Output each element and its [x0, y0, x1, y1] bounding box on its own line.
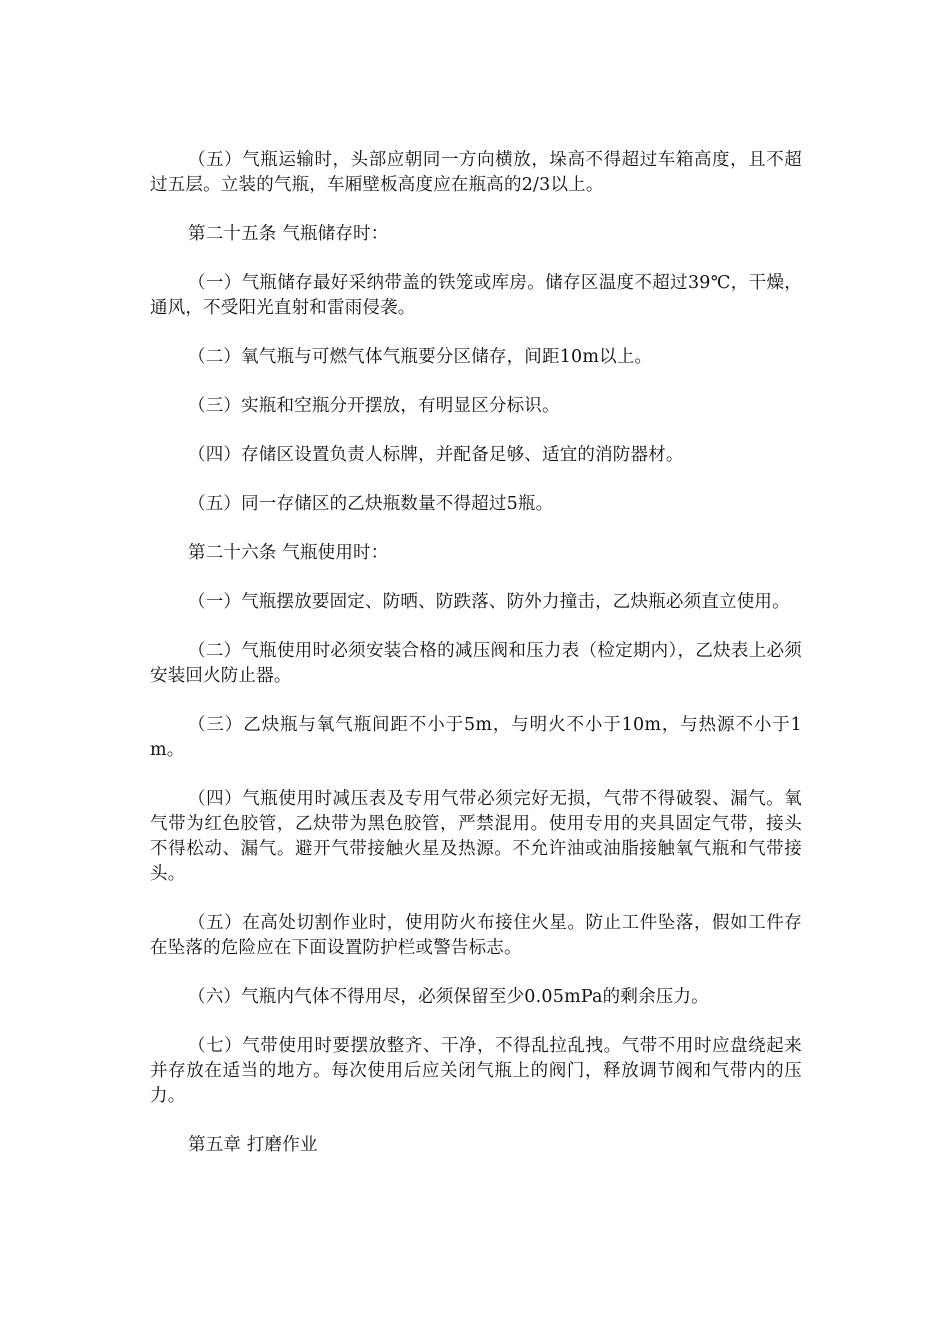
paragraph-transport-5: （五）气瓶运输时，头部应朝同一方向横放，垛高不得超过车箱高度，且不超过五层。立装的气瓶，车厢壁板高度应在瓶高的2/3以上。	[150, 150, 802, 195]
chapter-5-heading: 第五章 打磨作业	[188, 1135, 318, 1155]
document-page	[150, 148, 802, 1182]
article-25-heading: 第二十五条 气瓶储存时：	[188, 224, 389, 244]
paragraph-use-3: （三）乙炔瓶与氧气瓶间距不小于5m，与明火不小于10m，与热源不小于1m。	[150, 715, 802, 760]
article-26-heading: 第二十六条 气瓶使用时：	[188, 543, 389, 563]
paragraph-storage-1: （一）气瓶储存最好采纳带盖的铁笼或库房。储存区温度不超过39℃，干燥，通风，不受阳光直射和雷雨侵袭。	[150, 273, 802, 318]
paragraph-use-5: （五）在高处切割作业时，使用防火布接住火星。防止工件坠落，假如工件存在坠落的危险应在下面设置防护栏或警告标志。	[150, 913, 802, 958]
paragraph-use-7: （七）气带使用时要摆放整齐、干净，不得乱拉乱拽。气带不用时应盘绕起来并存放在适当的地方。每次使用后应关闭气瓶上的阀门，释放调节阀和气带内的压力。	[150, 1036, 802, 1106]
paragraph-storage-4: （四）存储区设置负责人标牌，并配备足够、适宜的消防器材。	[188, 445, 684, 465]
paragraph-storage-2: （二）氧气瓶与可燃气体气瓶要分区储存，间距10m以上。	[188, 347, 653, 367]
paragraph-use-2: （二）气瓶使用时必须安装合格的减压阀和压力表（检定期内），乙炔表上必须安装回火防止器。	[150, 641, 802, 686]
paragraph-storage-3: （三）实瓶和空瓶分开摆放，有明显区分标识。	[188, 396, 560, 416]
paragraph-use-6: （六）气瓶内气体不得用尽，必须保留至少0.05mPa的剩余压力。	[188, 987, 709, 1007]
paragraph-use-1: （一）气瓶摆放要固定、防晒、防跌落、防外力撞击，乙炔瓶必须直立使用。	[188, 592, 790, 612]
paragraph-use-4: （四）气瓶使用时减压表及专用气带必须完好无损，气带不得破裂、漏气。氧气带为红色胶管，乙炔带为黑色胶管，严禁混用。使用专用的夹具固定气带，接头不得松动、漏气。避开气带接触火星及热源。不允许油或油脂接触氧气瓶和气带接头。	[150, 789, 802, 884]
paragraph-storage-5: （五）同一存储区的乙炔瓶数量不得超过5瓶。	[188, 494, 554, 514]
